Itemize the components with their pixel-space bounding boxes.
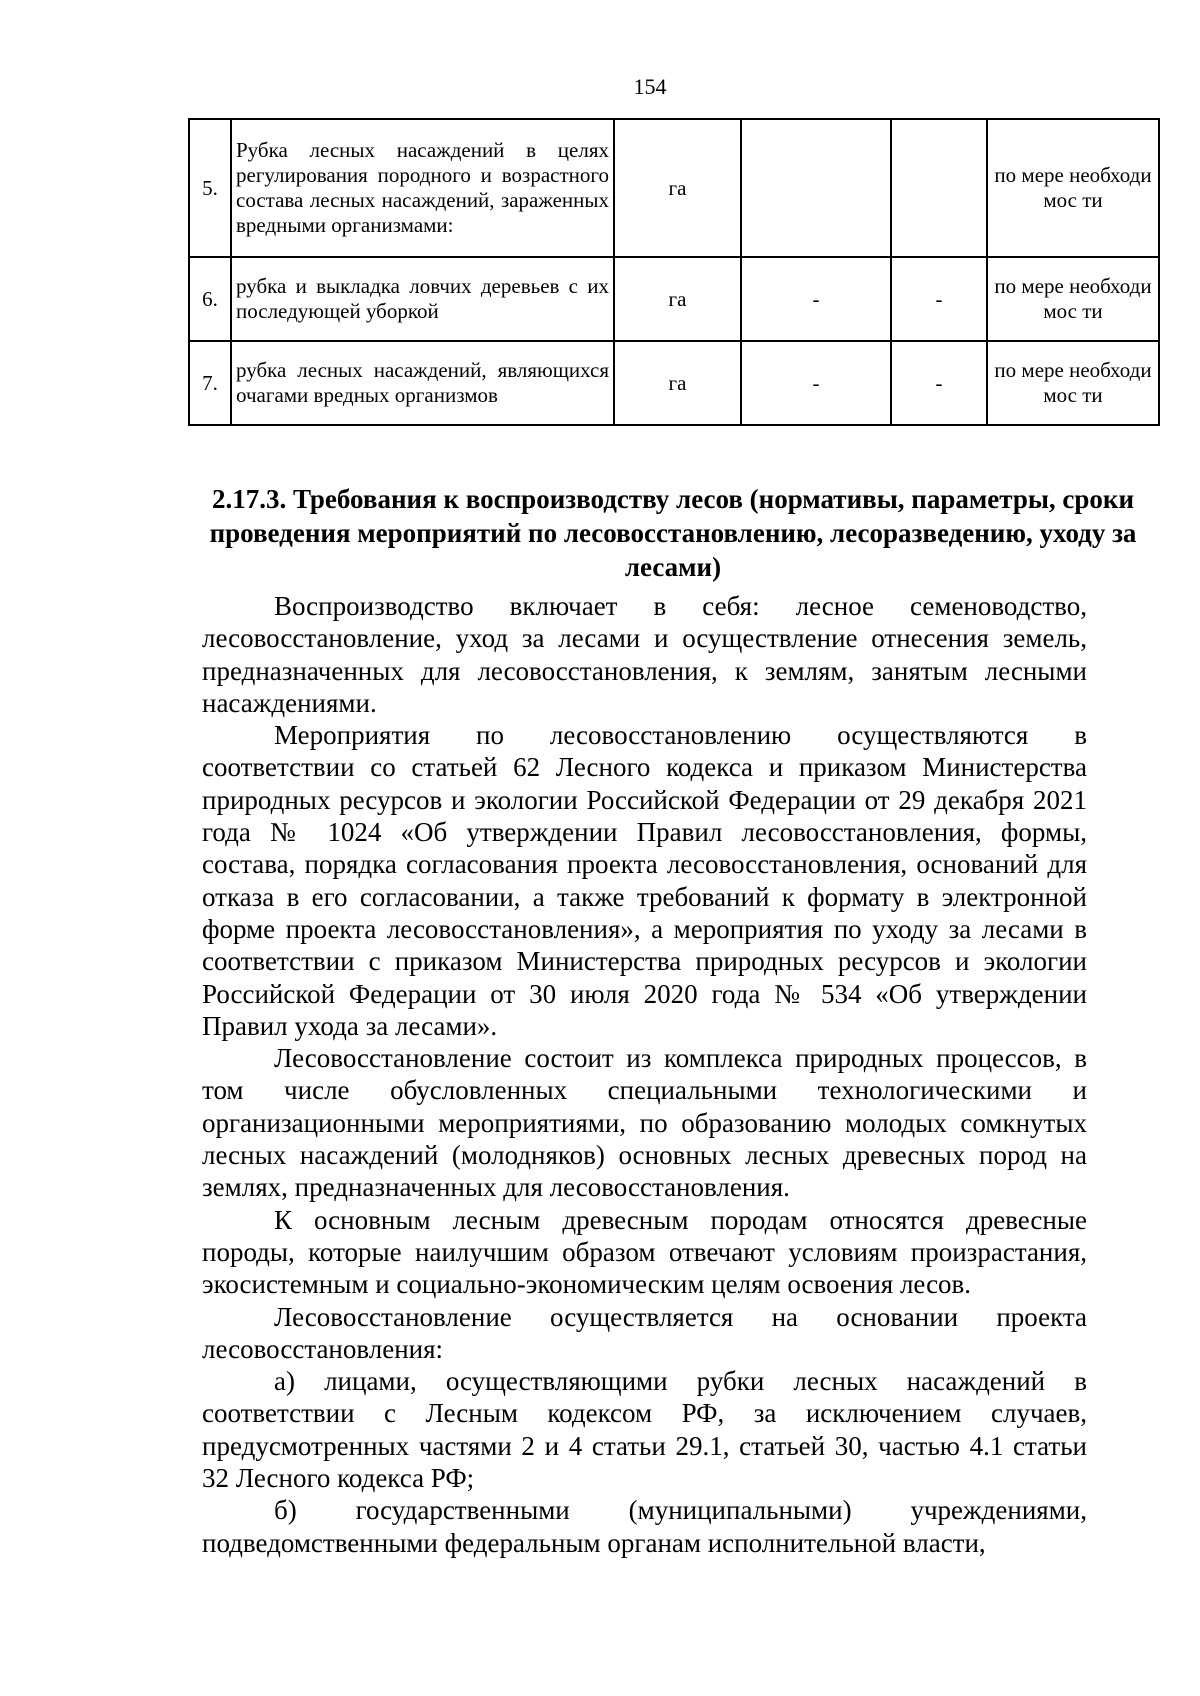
page-number: 154 — [633, 74, 667, 99]
table-row — [189, 257, 1159, 341]
table-row — [189, 341, 1159, 425]
measure-name: рубка и выкладка ловчих деревьев с их последующей уборкой — [231, 257, 614, 341]
paragraph: б) государственными (муниципальными) учреждениями, подведомственными федеральным органам исполнительной власти, — [202, 1495, 1087, 1558]
term-cell — [987, 119, 1159, 257]
unit-cell: га — [614, 257, 741, 341]
measure-name: Рубка лесных насаждений в целях регулирования породного и возрастного состава лесных насаждений, зараженных вредными организмами: — [231, 119, 614, 257]
row-number: 7. — [189, 341, 231, 425]
term-cell — [987, 257, 1159, 341]
paragraph: Воспроизводство включает в себя: лесное семеноводство, лесовосстановление, уход за лесами и осуществление отнесения земель, предназначенных для лесовосстановления, к землям, занятым лесными насаждениями. — [202, 591, 1087, 718]
term-text: по мере необходимос ти — [994, 274, 1152, 323]
value-cell: - — [741, 257, 891, 341]
paragraph: Лесовосстановление состоит из комплекса природных процессов, в том числе обусловленных специальными технологическими и организационными мероприятиями, по образованию молодых сомкнутых лесных насаждений (молодняков) основных лесных древесных пород на землях, предназначенных для лесовосстановления. — [202, 1043, 1087, 1203]
term-text: по мере необходимос ти — [994, 358, 1152, 407]
measure-name: рубка лесных насаждений, являющихся очагами вредных организмов — [231, 341, 614, 425]
paragraph: Лесовосстановление осуществляется на основании проекта лесовосстановления: — [202, 1301, 1087, 1364]
unit-cell: га — [614, 119, 741, 257]
term-cell — [987, 341, 1159, 425]
paragraph: К основным лесным древесным породам относятся древесные породы, которые наилучшим образом отвечают условиям произрастания, экосистемным и социально-экономическим целям освоения лесов. — [202, 1204, 1087, 1300]
paragraph: а) лицами, осуществляющими рубки лесных насаждений в соответствии с Лесным кодексом РФ, за исключением случаев, предусмотренных частями 2 и 4 статьи 29.1, статьей 30, частью 4.1 статьи 32 Лесного кодекса РФ; — [202, 1366, 1087, 1494]
measures-table — [188, 118, 1160, 426]
value-cell: - — [891, 341, 987, 425]
value-cell: - — [891, 257, 987, 341]
value-cell — [891, 119, 987, 257]
section-heading: 2.17.3. Требования к воспроизводству лесов (нормативы, параметры, сроки проведения мероприятий по лесовосстановлению, лесоразведению, уходу за лесами) — [209, 484, 1137, 582]
row-number: 5. — [189, 119, 231, 257]
row-number: 6. — [189, 257, 231, 341]
value-cell — [741, 119, 891, 257]
paragraph: Мероприятия по лесовосстановлению осуществляются в соответствии со статьей 62 Лесного кодекса и приказом Министерства природных ресурсов и экологии Российской Федерации от 29 декабря 2021 года № 1024 «Об утверждении Правил лесовосстановления, формы, состава, порядка согласования проекта лесовосстановления, оснований для отказа в его согласовании, а также требований к формату в электронной форме проекта лесовосстановления», а мероприятия по уходу за лесами в соответствии с приказом Министерства природных ресурсов и экологии Российской Федерации от 30 июля 2020 года № 534 «Об утверждении Правил ухода за лесами». — [202, 720, 1087, 1041]
section-body — [202, 590, 1087, 1559]
unit-cell: га — [614, 341, 741, 425]
value-cell: - — [741, 341, 891, 425]
term-text: по мере необходимос ти — [994, 163, 1152, 212]
table-row — [189, 119, 1159, 257]
